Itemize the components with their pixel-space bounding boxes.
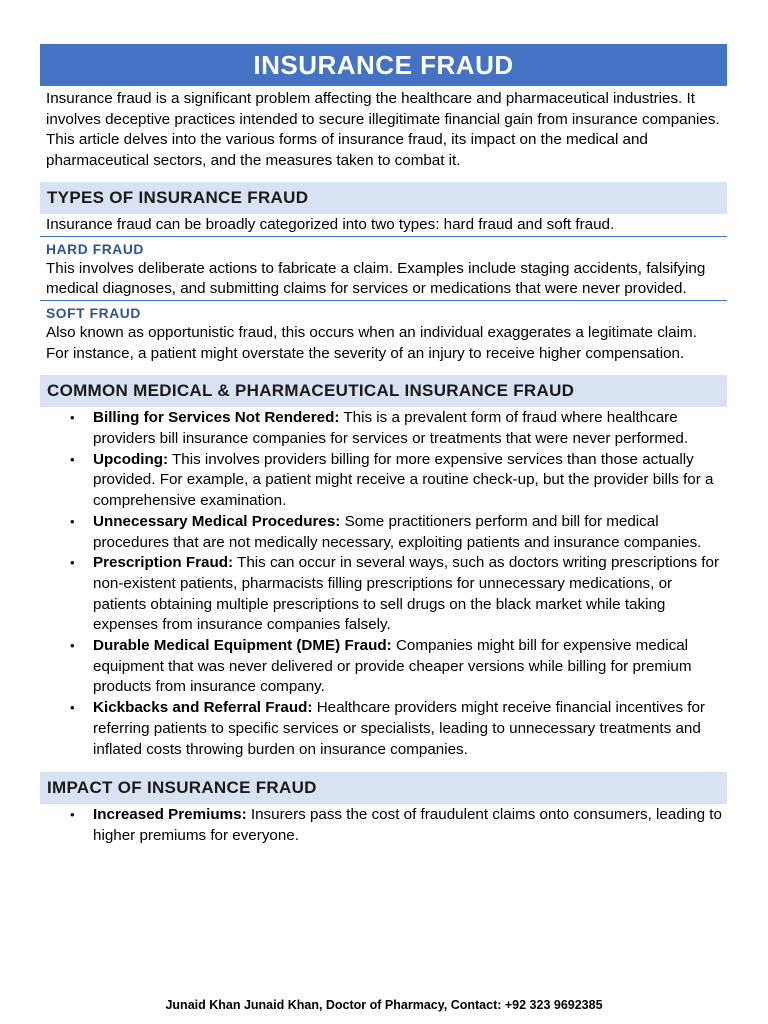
bullet-icon: • <box>70 555 75 571</box>
list-item-text: Insurers pass the cost of fraudulent claims onto consumers, leading to higher premiums for everyone. <box>93 806 722 844</box>
document-page <box>40 44 727 847</box>
list-item-text: Some practitioners perform and bill for medical procedures that are not medically necessary, exploiting patients and insurance companies. <box>93 512 702 551</box>
section-heading-impact: IMPACT OF INSURANCE FRAUD <box>40 772 727 804</box>
bullet-icon: • <box>70 410 75 426</box>
list-item-text: Companies might bill for expensive medical equipment that was never delivered or provide cheaper versions while billing for premium products from insurance company. <box>93 637 692 696</box>
types-lead: Insurance fraud can be broadly categorized into two types: hard fraud and soft fraud. <box>46 215 615 233</box>
list-item <box>40 636 727 698</box>
document-title: INSURANCE FRAUD <box>40 44 727 86</box>
subheading-hard-fraud: HARD FRAUD <box>46 241 144 257</box>
impact-list <box>40 805 727 846</box>
list-item <box>40 553 727 636</box>
list-item-text: This can occur in several ways, such as doctors writing prescriptions for non-existent patients, pharmacists filling prescriptions for unnecessary medications, or patients obtaining multiple prescriptions to sell drugs on the black market while taking expenses from insurance companies falsely. <box>93 554 720 634</box>
list-item <box>40 805 727 846</box>
list-item-term: Prescription Fraud: <box>93 554 234 572</box>
list-item <box>40 450 727 512</box>
soft-fraud-text: Also known as opportunistic fraud, this occurs when an individual exaggerates a legitimate claim. For instance, a patient might overstate the severity of an injury to receive higher compensation. <box>46 323 697 362</box>
section-heading-types: TYPES OF INSURANCE FRAUD <box>40 182 727 214</box>
common-fraud-list <box>40 408 727 760</box>
list-item-term: Upcoding: <box>93 450 169 468</box>
list-item <box>40 698 727 760</box>
bullet-icon: • <box>70 807 75 823</box>
intro-paragraph: Insurance fraud is a significant problem affecting the healthcare and pharmaceutical industries. It involves deceptive practices intended to secure illegitimate financial gain from insurance companies. This article delves into the various forms of insurance fraud, its impact on the medical and pharmaceutical sectors, and the measures taken to combat it. <box>46 90 720 170</box>
divider <box>40 236 727 237</box>
list-item-term: Kickbacks and Referral Fraud: <box>93 699 313 717</box>
bullet-icon: • <box>70 451 75 467</box>
list-item <box>40 512 727 553</box>
list-item-term: Increased Premiums: <box>93 806 247 824</box>
list-item-text: This is a prevalent form of fraud where healthcare providers bill insurance companies for services or treatments that were never performed. <box>93 409 689 448</box>
list-item-text: This involves providers billing for more expensive services than those actually provided. For example, a patient might receive a routine check-up, but the provider bills for a comprehensive examination. <box>93 450 714 510</box>
list-item-text: Healthcare providers might receive financial incentives for referring patients to specific services or specialists, leading to unnecessary treatments and inflated costs throwing burden on insurance companies. <box>93 699 705 758</box>
section-heading-common: COMMON MEDICAL & PHARMACEUTICAL INSURANCE FRAUD <box>40 375 727 407</box>
list-item-term: Billing for Services Not Rendered: <box>93 409 340 427</box>
list-item-term: Durable Medical Equipment (DME) Fraud: <box>93 637 392 655</box>
hard-fraud-text: This involves deliberate actions to fabricate a claim. Examples include staging accidents, falsifying medical diagnoses, and submitting claims for services or medications that were never provided. <box>46 259 706 298</box>
divider <box>40 300 727 301</box>
document-footer: Junaid Khan Junaid Khan, Doctor of Pharmacy, Contact: +92 323 9692385 <box>165 998 603 1012</box>
bullet-icon: • <box>70 513 75 529</box>
bullet-icon: • <box>70 700 75 716</box>
list-item-term: Unnecessary Medical Procedures: <box>93 512 341 530</box>
bullet-icon: • <box>70 638 75 654</box>
list-item <box>40 408 727 449</box>
subheading-soft-fraud: SOFT FRAUD <box>46 305 141 321</box>
